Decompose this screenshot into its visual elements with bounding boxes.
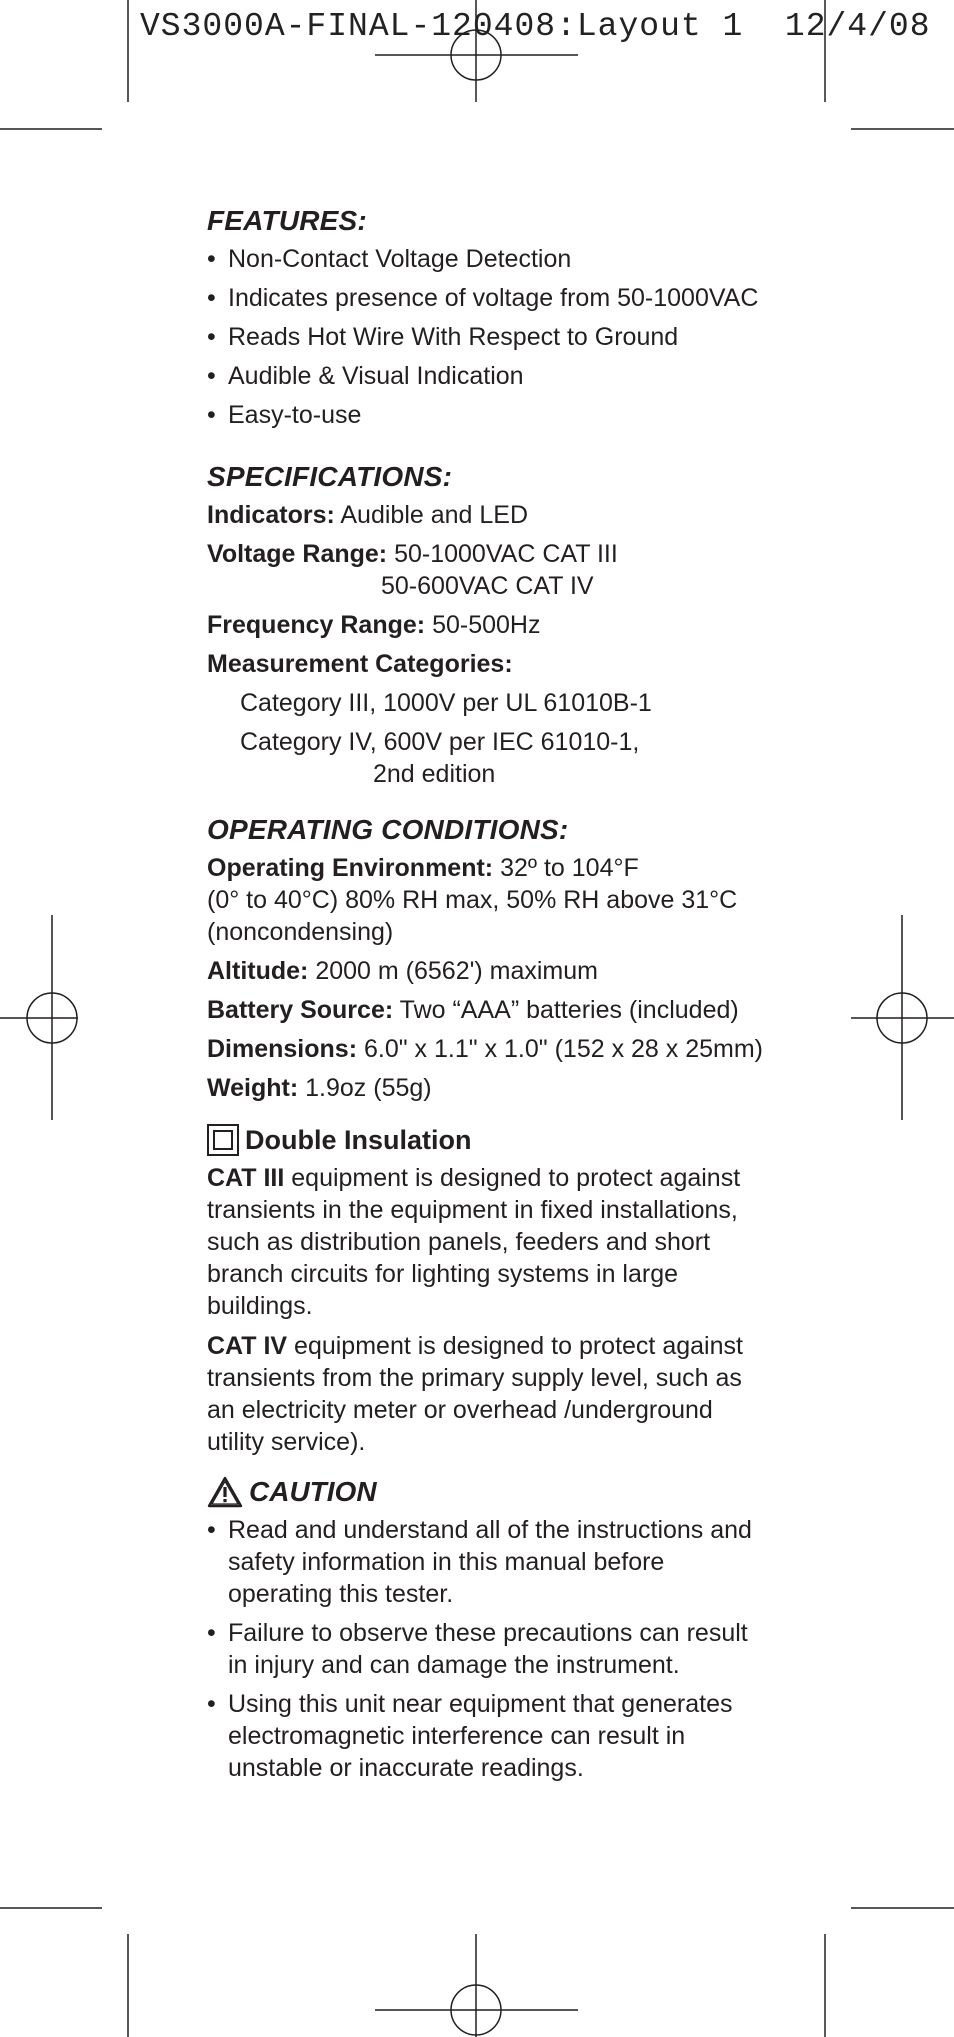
double-insulation-heading-row (207, 1124, 767, 1156)
bullet-icon: • (207, 284, 216, 312)
battery-row (207, 994, 767, 1026)
double-insulation-section (207, 1124, 767, 1458)
caution-heading-row (207, 1476, 767, 1508)
operating-conditions-section (207, 814, 767, 1104)
bullet-icon: • (207, 245, 216, 273)
double-insulation-heading: Double Insulation (245, 1124, 472, 1155)
altitude-label: Altitude: (207, 957, 309, 985)
cat-4-text: equipment is designed to protect against transients from the primary supply level, such as an electricity meter or overhead /underground utility service). (207, 1332, 743, 1456)
operating-environment-row (207, 852, 767, 948)
battery-label: Battery Source: (207, 996, 394, 1024)
specifications-heading: SPECIFICATIONS: (207, 461, 453, 492)
bullet-icon: • (207, 1619, 216, 1647)
category-4-line: Category IV, 600V per IEC 61010-1, (240, 728, 640, 756)
bullet-icon: • (207, 362, 216, 390)
list-item: • Failure to observe these precautions can result in injury and can damage the instrument. (207, 1619, 748, 1679)
category-4-continuation: 2nd edition (373, 760, 496, 788)
indicators-label: Indicators: (207, 501, 335, 529)
category-3-line: Category III, 1000V per UL 61010B-1 (240, 689, 652, 717)
features-list (207, 243, 767, 431)
voltage-range-value: 50-1000VAC CAT III (394, 540, 618, 568)
bullet-icon: • (207, 401, 216, 429)
operating-environment-value: 32º to 104°F (500, 854, 639, 882)
operating-environment-value-2: (0° to 40°C) 80% RH max, 50% RH above 31°C (207, 886, 738, 914)
list-item: • Audible & Visual Indication (207, 362, 524, 390)
measurement-categories-row (207, 648, 767, 680)
operating-environment-label: Operating Environment: (207, 854, 494, 882)
measurement-categories-label: Measurement Categories: (207, 650, 513, 678)
operating-conditions-heading: OPERATING CONDITIONS: (207, 814, 569, 845)
dimensions-value: 6.0" x 1.1" x 1.0" (152 x 28 x 25mm) (363, 1035, 764, 1063)
dimensions-row (207, 1033, 767, 1065)
warning-triangle-icon (207, 1476, 243, 1508)
bullet-icon: • (207, 1690, 216, 1718)
weight-value: 1.9oz (55g) (305, 1074, 432, 1102)
voltage-range-value-2: 50-600VAC CAT IV (381, 572, 594, 600)
cat-3-text: equipment is designed to protect against transients in the equipment in fixed installations, such as distribution panels, feeders and short branch circuits for lighting systems in large buildings. (207, 1164, 741, 1320)
operating-environment-value-3: (noncondensing) (207, 918, 394, 946)
list-item: • Indicates presence of voltage from 50-1000VAC (207, 284, 759, 312)
indicators-value: Audible and LED (340, 501, 529, 529)
cat-4-paragraph (207, 1330, 767, 1458)
specifications-section (207, 461, 767, 790)
features-section (207, 205, 767, 431)
features-heading: FEATURES: (207, 205, 367, 236)
cat-3-paragraph (207, 1162, 767, 1322)
bullet-icon: • (207, 1516, 216, 1544)
caution-section (207, 1476, 767, 1784)
list-item: • Reads Hot Wire With Respect to Ground (207, 323, 679, 351)
frequency-range-row (207, 609, 767, 641)
voltage-range-label: Voltage Range: (207, 540, 388, 568)
voltage-range-row (207, 538, 767, 602)
double-insulation-icon (207, 1124, 239, 1156)
altitude-row (207, 955, 767, 987)
list-item: • Read and understand all of the instructions and safety information in this manual before operating this tester. (207, 1516, 752, 1608)
list-item: • Easy-to-use (207, 401, 362, 429)
caution-heading: CAUTION (249, 1476, 377, 1507)
frequency-range-value: 50-500Hz (432, 611, 541, 639)
bullet-icon: • (207, 323, 216, 351)
frequency-range-label: Frequency Range: (207, 611, 426, 639)
indicators-row (207, 499, 767, 531)
list-item: • Non-Contact Voltage Detection (207, 245, 572, 273)
manual-content (207, 205, 767, 1814)
battery-value: Two “AAA” batteries (included) (399, 996, 739, 1024)
print-slug-line: VS3000A-FINAL-120408:Layout 1 12/4/08 (140, 8, 931, 45)
list-item: • Using this unit near equipment that generates electromagnetic interference can result in unstable or inaccurate readings. (207, 1690, 733, 1782)
cat-3-label: CAT III (207, 1164, 285, 1192)
cat-4-label: CAT IV (207, 1332, 288, 1360)
altitude-value: 2000 m (6562') maximum (315, 957, 598, 985)
caution-list (207, 1514, 767, 1784)
dimensions-label: Dimensions: (207, 1035, 358, 1063)
weight-label: Weight: (207, 1074, 299, 1102)
weight-row (207, 1072, 767, 1104)
